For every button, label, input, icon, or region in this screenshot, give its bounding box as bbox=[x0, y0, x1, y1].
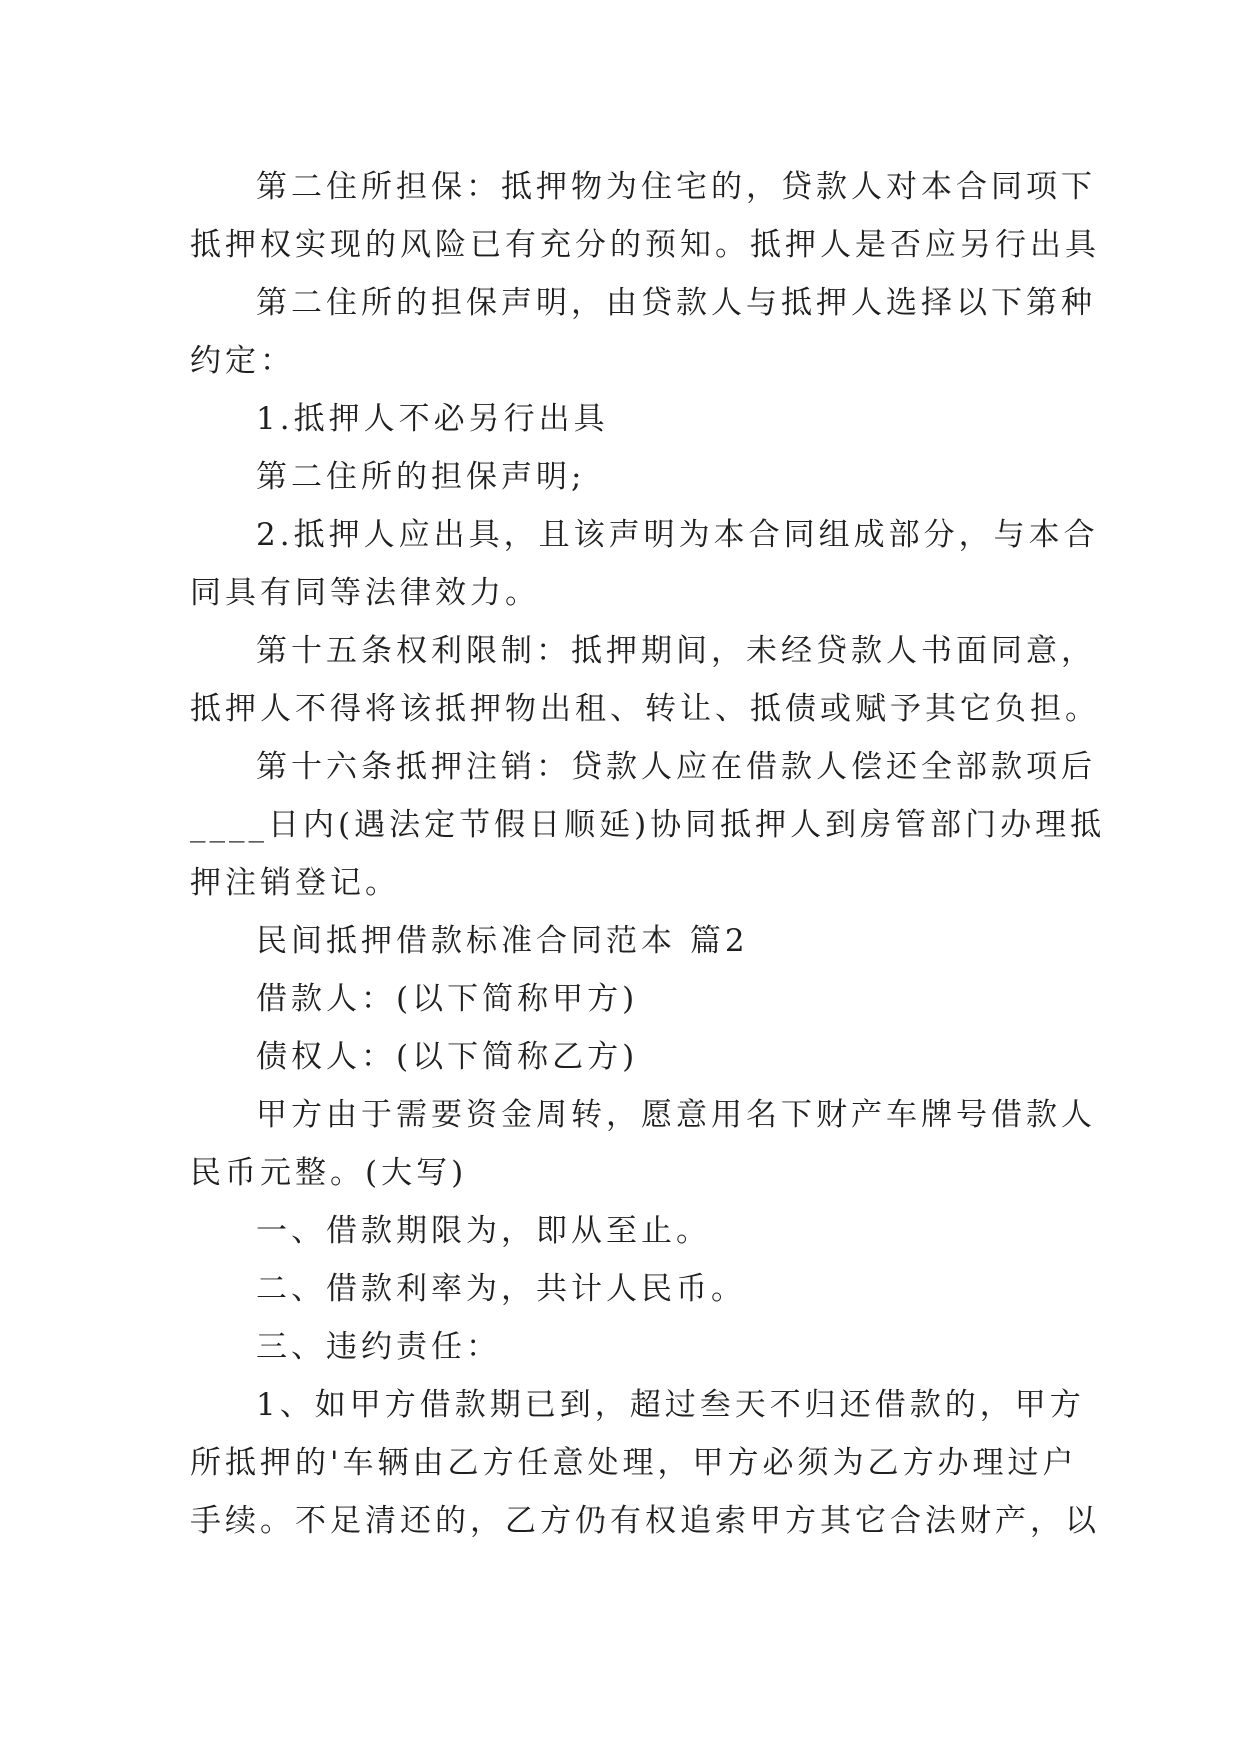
document-body bbox=[190, 158, 1106, 1550]
paragraph-line: ____日内(遇法定节假日顺延)协同抵押人到房管部门办理抵 bbox=[190, 807, 1106, 843]
paragraph-line: 抵押权实现的风险已有充分的预知。抵押人是否应另行出具 bbox=[190, 227, 1100, 263]
paragraph-line: 押注销登记。 bbox=[190, 865, 400, 901]
paragraph-line: 民币元整。(大写) bbox=[190, 1155, 468, 1191]
paragraph-line: 同具有同等法律效力。 bbox=[190, 575, 540, 611]
paragraph-line: 第二住所担保：抵押物为住宅的，贷款人对本合同项下 bbox=[256, 169, 1096, 205]
paragraph-line: 债权人：(以下简称乙方) bbox=[256, 1039, 639, 1075]
paragraph-line: 第十六条抵押注销：贷款人应在借款人偿还全部款项后 bbox=[256, 749, 1096, 785]
paragraph-line: 手续。不足清还的，乙方仍有权追索甲方其它合法财产，以 bbox=[190, 1503, 1100, 1539]
paragraph-line: 甲方由于需要资金周转，愿意用名下财产车牌号借款人 bbox=[256, 1097, 1096, 1133]
paragraph-line: 第二住所的担保声明; bbox=[256, 459, 586, 495]
paragraph-line: 所抵押的'车辆由乙方任意处理，甲方必须为乙方办理过户 bbox=[190, 1445, 1078, 1481]
paragraph-line: 2.抵押人应出具，且该声明为本合同组成部分，与本合 bbox=[256, 517, 1099, 553]
section-heading: 民间抵押借款标准合同范本 篇2 bbox=[256, 923, 749, 959]
paragraph-line: 抵押人不得将该抵押物出租、转让、抵债或赋予其它负担。 bbox=[190, 691, 1100, 727]
paragraph-line: 第二住所的担保声明，由贷款人与抵押人选择以下第种 bbox=[256, 285, 1096, 321]
paragraph-line: 1.抵押人不必另行出具 bbox=[256, 401, 609, 437]
paragraph-line: 第十五条权利限制：抵押期间，未经贷款人书面同意， bbox=[256, 633, 1096, 669]
paragraph-line: 1、如甲方借款期已到，超过叁天不归还借款的，甲方 bbox=[256, 1387, 1085, 1423]
paragraph-line: 三、违约责任： bbox=[256, 1329, 501, 1365]
paragraph-line: 二、借款利率为，共计人民币。 bbox=[256, 1271, 746, 1307]
paragraph-line: 约定： bbox=[190, 343, 295, 379]
paragraph-line: 借款人：(以下简称甲方) bbox=[256, 981, 639, 1017]
paragraph-line: 一、借款期限为，即从至止。 bbox=[256, 1213, 711, 1249]
